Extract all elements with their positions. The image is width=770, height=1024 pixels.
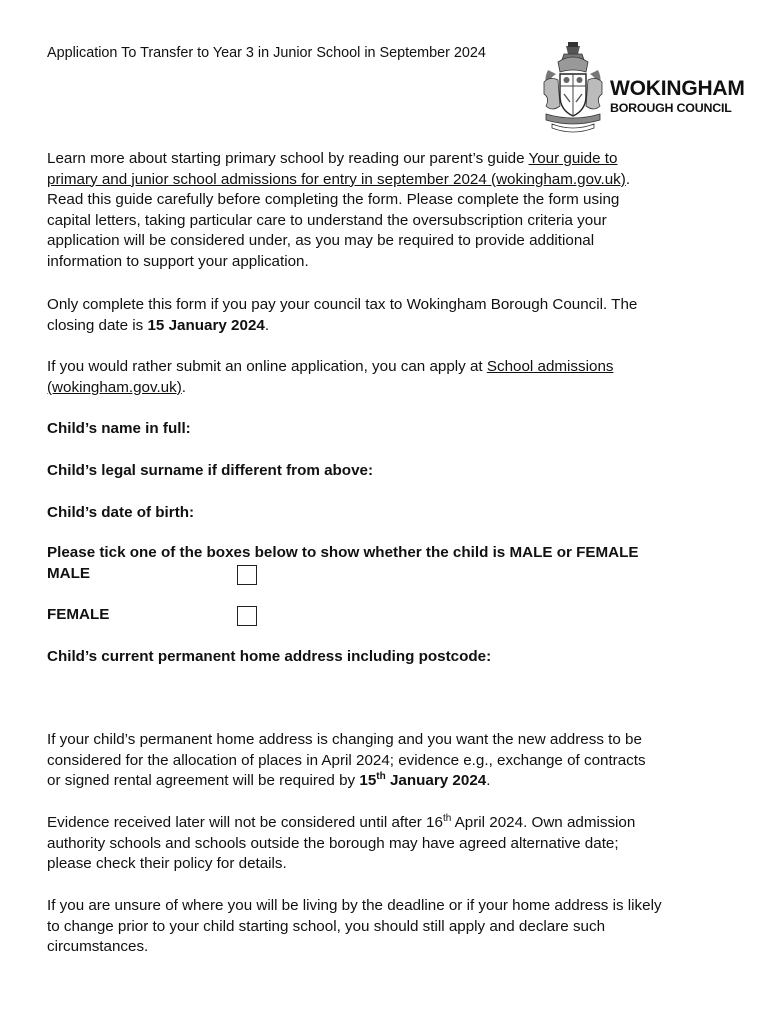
female-label: FEMALE [47, 606, 110, 623]
address-change-paragraph: If your child’s permanent home address is changing and you want the new address to be considered for the allocation of places in April 2024; evidence e.g., exchange of contracts or signed rental agreement will be required by 15th January 2024. [47, 731, 646, 790]
legal-surname-label: Child’s legal surname if different from above: [47, 462, 374, 479]
coat-of-arms-icon [540, 42, 606, 134]
council-tax-paragraph: Only complete this form if you pay your council tax to Wokingham Borough Council. The closing date is 15 January 2024. [47, 296, 638, 334]
parents-guide-link[interactable]: Your guide to [528, 150, 618, 167]
male-label: MALE [47, 565, 91, 582]
form-title: Application To Transfer to Year 3 in Junior School in September 2024 [47, 45, 486, 61]
closing-date: 15 January 2024 [147, 316, 265, 334]
parents-guide-link-continued[interactable]: primary and junior school admissions for entry in september 2024 (wokingham.gov.uk) [47, 170, 626, 188]
late-evidence-paragraph: Evidence received later will not be considered until after 16th April 2024. Own admission authority schools and schools outside the borough may have agreed alternative date; please check their policy for details. [47, 812, 636, 873]
school-admissions-link-continued[interactable]: (wokingham.gov.uk) [47, 378, 182, 396]
online-application-paragraph: If you would rather submit an online application, you can apply at School admissions (wokingham.gov.uk). [47, 358, 614, 396]
gender-instruction: Please tick one of the boxes below to show whether the child is MALE or FEMALE [47, 544, 639, 561]
unsure-address-paragraph: If you are unsure of where you will be living by the deadline or if your home address is likely to change prior to your child starting school, you should still apply and declare such circumstances. [47, 897, 662, 956]
intro-paragraph: Learn more about starting primary school by reading our parent’s guide Your guide to primary and junior school admissions for entry in september 2024 (wokingham.gov.uk). Read this guide carefully before completing the form. Please complete the form using capital letters, taking particular care to understand the oversubscription criteria your application will be considered under, as you may be required to provide additional information to support your application. [47, 150, 631, 270]
female-checkbox[interactable] [237, 606, 257, 626]
date-of-birth-label: Child’s date of birth: [47, 504, 195, 521]
council-logo [540, 42, 745, 134]
home-address-label: Child’s current permanent home address including postcode: [47, 648, 492, 665]
child-name-label: Child’s name in full: [47, 420, 191, 437]
evidence-deadline: 15th January 2024 [359, 771, 487, 790]
school-admissions-link[interactable]: School admissions [486, 358, 614, 375]
council-name: WOKINGHAM BOROUGH COUNCIL [610, 77, 745, 115]
male-checkbox[interactable] [237, 565, 257, 585]
